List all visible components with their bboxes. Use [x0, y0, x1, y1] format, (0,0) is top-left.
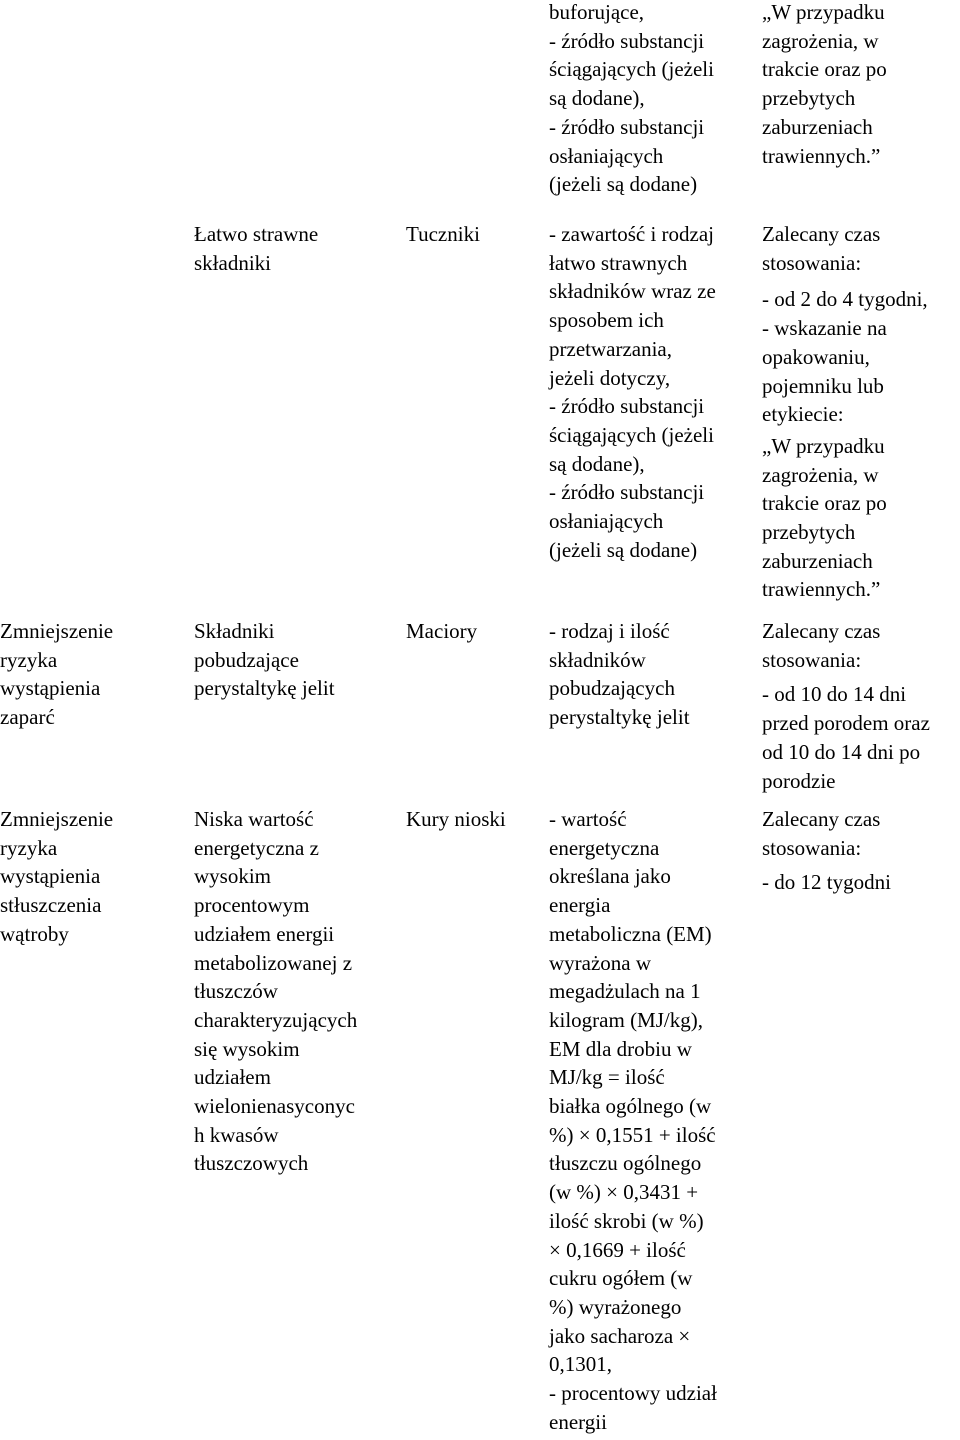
cell-feature-line: charakteryzujących: [194, 1007, 358, 1032]
cell-characteristics-line: (jeżeli są dodane): [549, 537, 698, 562]
cell-characteristics: [549, 0, 714, 199]
cell-conditions-line: „W przypadku: [762, 433, 885, 458]
cell-characteristics-line: tłuszczu ogólnego: [549, 1151, 702, 1176]
cell-conditions-line: trakcie oraz po: [762, 491, 887, 516]
cell-effect-line: Zmniejszenie: [0, 619, 114, 643]
cell-effect-line: ryzyka: [0, 835, 58, 860]
cell-conditions-line: trawiennych.”: [762, 143, 881, 168]
cell-feature-line: h kwasów: [194, 1122, 279, 1147]
cell-feature-line: energetyczna z: [194, 835, 319, 860]
cell-conditions-line: stosowania:: [762, 250, 862, 275]
cell-characteristics-line: ilość skrobi (w %): [549, 1208, 704, 1233]
cell-characteristics-line: (jeżeli są dodane): [549, 172, 698, 197]
cell-characteristics-line: łatwo strawnych: [549, 250, 688, 275]
cell-conditions: [762, 617, 930, 795]
cell-conditions-line: przebytych: [762, 86, 856, 111]
cell-conditions-line: - od 2 do 4 tygodni,: [762, 287, 928, 312]
cell-characteristics-line: EM dla drobiu w: [549, 1036, 692, 1061]
cell-effect: [0, 805, 113, 949]
cell-species-line: Tuczniki: [406, 222, 480, 246]
cell-characteristics-line: jako sacharoza ×: [549, 1323, 691, 1348]
cell-characteristics-line: wyrażona w: [549, 950, 652, 975]
cell-feature-line: składniki: [194, 250, 271, 275]
cell-effect-line: zaparć: [0, 705, 55, 730]
cell-species-line: Maciory: [406, 619, 478, 643]
cell-conditions-line: - wskazanie na: [762, 316, 887, 341]
cell-effect-line: wystąpienia: [0, 676, 101, 701]
cell-characteristics-line: buforujące,: [549, 0, 645, 24]
cell-characteristics-line: - źródło substancji: [549, 394, 705, 419]
cell-characteristics-line: jeżeli dotyczy,: [549, 365, 671, 390]
cell-conditions-line: opakowaniu,: [762, 344, 870, 369]
cell-characteristics-line: składników wraz ze: [549, 279, 716, 304]
cell-conditions-line: zaburzeniach: [762, 114, 873, 139]
cell-conditions-line: - do 12 tygodni: [762, 870, 891, 895]
cell-species: [406, 617, 477, 646]
cell-characteristics-line: osłaniających: [549, 143, 664, 168]
cell-conditions-line: pojemniku lub: [762, 373, 884, 398]
cell-feature-line: procentowym: [194, 893, 310, 918]
cell-conditions-line: zagrożenia, w: [762, 28, 879, 53]
cell-feature-line: perystaltykę jelit: [194, 676, 335, 701]
cell-feature-line: udziałem: [194, 1065, 271, 1090]
cell-conditions-line: zaburzeniach: [762, 548, 873, 573]
cell-characteristics-line: - wartość: [549, 807, 627, 831]
cell-characteristics: [549, 220, 716, 564]
cell-feature: [194, 805, 357, 1178]
cell-feature-line: Składniki: [194, 619, 275, 643]
cell-effect-line: Zmniejszenie: [0, 807, 114, 831]
cell-feature-line: wysokim: [194, 864, 272, 889]
cell-characteristics-line: kilogram (MJ/kg),: [549, 1007, 703, 1032]
cell-conditions: [762, 0, 887, 170]
cell-feature-line: metabolizowanej z: [194, 950, 353, 975]
cell-characteristics-line: przetwarzania,: [549, 336, 672, 361]
cell-feature-line: Niska wartość: [194, 807, 314, 831]
cell-conditions-line: stosowania:: [762, 647, 862, 672]
cell-conditions-line: trakcie oraz po: [762, 57, 887, 82]
cell-conditions-line: „W przypadku: [762, 0, 885, 24]
cell-characteristics: [549, 805, 717, 1436]
cell-characteristics-line: (w %) × 0,3431 +: [549, 1180, 699, 1205]
cell-characteristics-line: energii: [549, 1409, 607, 1434]
cell-conditions-line: porodzie: [762, 768, 836, 793]
cell-characteristics-line: energia: [549, 893, 611, 918]
cell-characteristics: [549, 617, 690, 732]
cell-conditions-line: stosowania:: [762, 835, 862, 860]
cell-feature-line: wielonienasyconyc: [194, 1094, 355, 1119]
cell-characteristics-line: składników: [549, 647, 646, 672]
cell-characteristics-line: %) wyrażonego: [549, 1294, 682, 1319]
cell-characteristics-line: megadżulach na 1: [549, 979, 701, 1004]
cell-conditions-line: zagrożenia, w: [762, 462, 879, 487]
cell-feature-line: udziałem energii: [194, 921, 335, 946]
cell-characteristics-line: - źródło substancji: [549, 28, 705, 53]
cell-characteristics-line: %) × 0,1551 + ilość: [549, 1122, 716, 1147]
cell-feature: [194, 220, 318, 277]
cell-feature-line: się wysokim: [194, 1036, 300, 1061]
cell-characteristics-line: 0,1301,: [549, 1352, 612, 1377]
cell-characteristics-line: ściągających (jeżeli: [549, 422, 714, 447]
cell-characteristics-line: MJ/kg = ilość: [549, 1065, 665, 1090]
cell-characteristics-line: białka ogólnego (w: [549, 1094, 712, 1119]
cell-species: [406, 220, 480, 249]
cell-characteristics-line: ściągających (jeżeli: [549, 57, 714, 82]
cell-conditions: [762, 805, 891, 897]
cell-characteristics-line: perystaltykę jelit: [549, 705, 690, 730]
cell-effect-line: wątroby: [0, 921, 69, 946]
cell-characteristics-line: - zawartość i rodzaj: [549, 222, 714, 246]
cell-effect-line: wystąpienia: [0, 864, 101, 889]
cell-characteristics-line: są dodane),: [549, 86, 645, 111]
cell-characteristics-line: osłaniających: [549, 509, 664, 534]
cell-effect-line: ryzyka: [0, 647, 58, 672]
cell-conditions-line: przed porodem oraz: [762, 711, 930, 736]
cell-characteristics-line: × 0,1669 + ilość: [549, 1237, 686, 1262]
cell-characteristics-line: - źródło substancji: [549, 114, 705, 139]
cell-characteristics-line: - źródło substancji: [549, 480, 705, 505]
cell-characteristics-line: sposobem ich: [549, 308, 664, 333]
cell-conditions: [762, 220, 928, 604]
cell-feature-line: Łatwo strawne: [194, 222, 319, 246]
cell-feature-line: pobudzające: [194, 647, 299, 672]
cell-species: [406, 805, 506, 834]
cell-characteristics-line: są dodane),: [549, 451, 645, 476]
cell-characteristics-line: pobudzających: [549, 676, 675, 701]
cell-effect-line: stłuszczenia: [0, 893, 102, 918]
cell-conditions-line: od 10 do 14 dni po: [762, 739, 921, 764]
cell-feature: [194, 617, 335, 703]
cell-species-line: Kury nioski: [406, 807, 506, 831]
cell-conditions-line: Zalecany czas: [762, 222, 881, 246]
cell-characteristics-line: - rodzaj i ilość: [549, 619, 670, 643]
cell-conditions-line: przebytych: [762, 520, 856, 545]
cell-conditions-line: trawiennych.”: [762, 577, 881, 602]
cell-feature-line: tłuszczów: [194, 979, 278, 1004]
cell-characteristics-line: - procentowy udział: [549, 1381, 717, 1406]
cell-characteristics-line: określana jako: [549, 864, 671, 889]
cell-characteristics-line: metaboliczna (EM): [549, 921, 712, 946]
cell-conditions-line: etykiecie:: [762, 402, 844, 427]
cell-characteristics-line: cukru ogółem (w: [549, 1266, 693, 1291]
cell-feature-line: tłuszczowych: [194, 1151, 309, 1176]
cell-conditions-line: - od 10 do 14 dni: [762, 682, 907, 707]
cell-characteristics-line: energetyczna: [549, 835, 660, 860]
cell-conditions-line: Zalecany czas: [762, 807, 881, 831]
cell-conditions-line: Zalecany czas: [762, 619, 881, 643]
cell-effect: [0, 617, 113, 732]
